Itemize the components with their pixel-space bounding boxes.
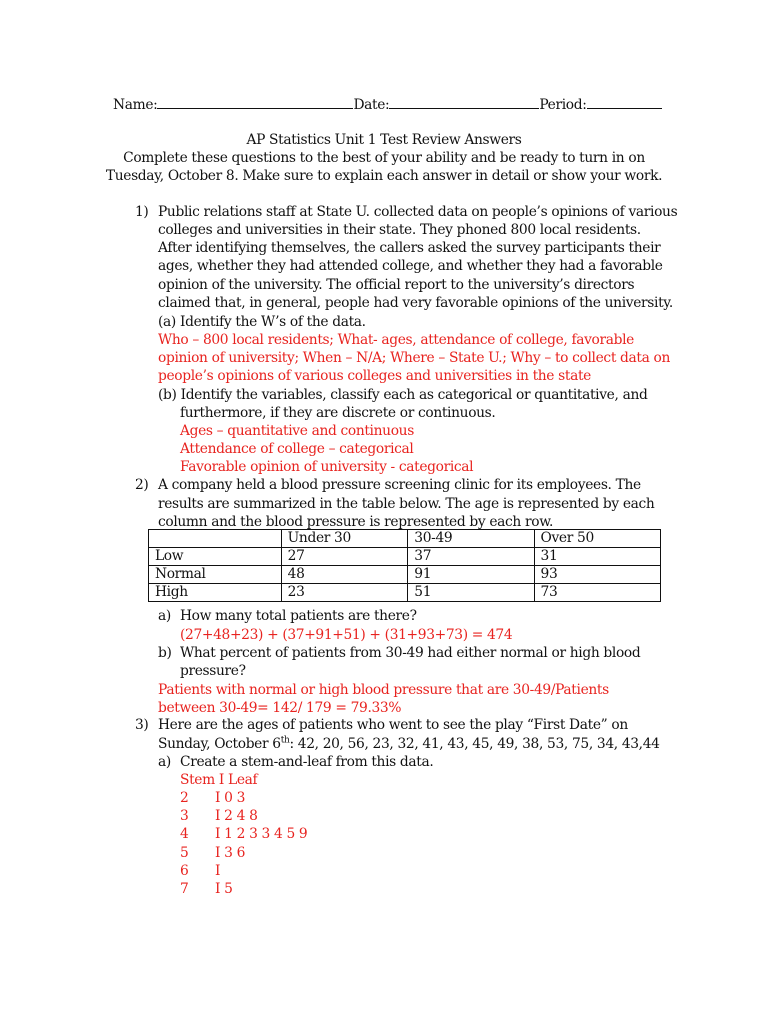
stem-value: 4: [180, 826, 189, 842]
leaf-values: I: [215, 863, 221, 879]
stem-leaf-header: Stem I Leaf: [180, 772, 258, 788]
q3a-label: a): [158, 754, 171, 770]
table-cell: 48: [281, 566, 408, 584]
q1-line: ages, whether they had attended college, and whether they had a favorable: [158, 258, 663, 274]
stem-value: 2: [180, 790, 189, 806]
table-header-row: [149, 530, 661, 548]
q2b-label: b): [158, 645, 172, 661]
stem-value: 5: [180, 845, 189, 861]
table-cell: 37: [408, 548, 534, 566]
q3-ages-list: : 42, 20, 56, 23, 32, 41, 43, 45, 49, 38, 53, 75, 34, 43,44: [289, 736, 660, 752]
q1-line: colleges and universities in their state. They phoned 800 local residents.: [158, 222, 641, 238]
q1-line: After identifying themselves, the callers asked the survey participants their: [158, 240, 661, 256]
q1a-answer-line: Who – 800 local residents; What- ages, attendance of college, favorable: [158, 332, 634, 348]
table-cell: 93: [534, 566, 660, 584]
q1a-answer-line: opinion of university; When – N/A; Where – State U.; Why – to collect data on: [158, 350, 670, 366]
q2a-label: a): [158, 608, 171, 624]
table-cell: 27: [281, 548, 408, 566]
q1b-label: (b): [158, 387, 177, 403]
table-header-cell: Over 50: [534, 530, 660, 548]
q1a-prompt: [158, 313, 366, 331]
blood-pressure-table: [148, 529, 661, 602]
q1-number: 1): [135, 204, 149, 220]
table-cell: 91: [408, 566, 534, 584]
stem-value: 3: [180, 808, 189, 824]
q2-number: 2): [135, 477, 149, 493]
name-label: Name:: [113, 97, 158, 113]
table-row: [149, 566, 661, 584]
q1a-text: Identify the W’s of the data.: [175, 314, 366, 330]
q1-line: Public relations staff at State U. collected data on people’s opinions of various: [158, 204, 678, 220]
q1b-answer-line: Favorable opinion of university - categorical: [180, 459, 474, 475]
q1b-answer-line: Attendance of college – categorical: [180, 441, 414, 457]
q1a-answer-line: people’s opinions of various colleges and universities in the state: [158, 368, 591, 384]
q1b-answer-line: Ages – quantitative and continuous: [180, 423, 414, 439]
q1a-label: (a): [158, 314, 176, 330]
table-cell: 23: [281, 584, 408, 602]
q2a-text: How many total patients are there?: [180, 608, 417, 624]
q3-line-2: [158, 735, 660, 753]
intro-line-2: Tuesday, October 8. Make sure to explain each answer in detail or show your work.: [105, 168, 663, 184]
table-header-cell: [149, 530, 282, 548]
leaf-values: I 5: [215, 881, 233, 897]
header-fields: [113, 94, 662, 114]
q3-date-text: Sunday, October 6: [158, 736, 281, 752]
q1-line: opinion of the university. The official report to the university’s directors: [158, 277, 635, 293]
q1b-text-2: furthermore, if they are discrete or continuous.: [180, 405, 496, 421]
leaf-values: I 3 6: [215, 845, 246, 861]
table-header-cell: 30-49: [408, 530, 534, 548]
table-cell: 51: [408, 584, 534, 602]
date-label: Date:: [353, 97, 390, 113]
q3-line-1: Here are the ages of patients who went to see the play “First Date” on: [158, 717, 628, 733]
stem-value: 6: [180, 863, 189, 879]
table-row: [149, 584, 661, 602]
q2-line: A company held a blood pressure screening clinic for its employees. The: [158, 477, 641, 493]
name-blank: [157, 94, 353, 109]
q1b-prompt: [158, 386, 647, 404]
leaf-values: I 2 4 8: [215, 808, 258, 824]
table-cell: Normal: [149, 566, 282, 584]
q3-date-suffix: th: [280, 735, 290, 746]
date-blank: [389, 94, 539, 109]
q3-number: 3): [135, 717, 149, 733]
q2a-answer: (27+48+23) + (37+91+51) + (31+93+73) = 474: [180, 627, 513, 643]
q3a-text: Create a stem-and-leaf from this data.: [180, 754, 434, 770]
table-cell: 31: [534, 548, 660, 566]
q1b-text: Identify the variables, classify each as categorical or quantitative, and: [176, 387, 648, 403]
intro-line-1: Complete these questions to the best of your ability and be ready to turn in on: [123, 150, 645, 166]
table-header-cell: Under 30: [281, 530, 408, 548]
q2-line: results are summarized in the table below. The age is represented by each: [158, 496, 655, 512]
leaf-values: I 1 2 3 3 4 5 9: [215, 826, 308, 842]
table-row: [149, 548, 661, 566]
table-cell: High: [149, 584, 282, 602]
page-title: AP Statistics Unit 1 Test Review Answers: [246, 132, 522, 148]
leaf-values: I 0 3: [215, 790, 246, 806]
stem-value: 7: [180, 881, 189, 897]
q2b-text-2: pressure?: [180, 663, 246, 679]
q2-line: column and the blood pressure is represented by each row.: [158, 514, 554, 530]
q1-line: claimed that, in general, people had very favorable opinions of the university.: [158, 295, 673, 311]
q2b-text: What percent of patients from 30-49 had either normal or high blood: [180, 645, 641, 661]
period-label: Period:: [539, 97, 587, 113]
period-blank: [587, 94, 662, 109]
q2b-answer-line: Patients with normal or high blood pressure that are 30-49/Patients: [158, 682, 609, 698]
table-cell: 73: [534, 584, 660, 602]
table-cell: Low: [149, 548, 282, 566]
q2b-answer-line: between 30-49= 142/ 179 = 79.33%: [158, 700, 402, 716]
